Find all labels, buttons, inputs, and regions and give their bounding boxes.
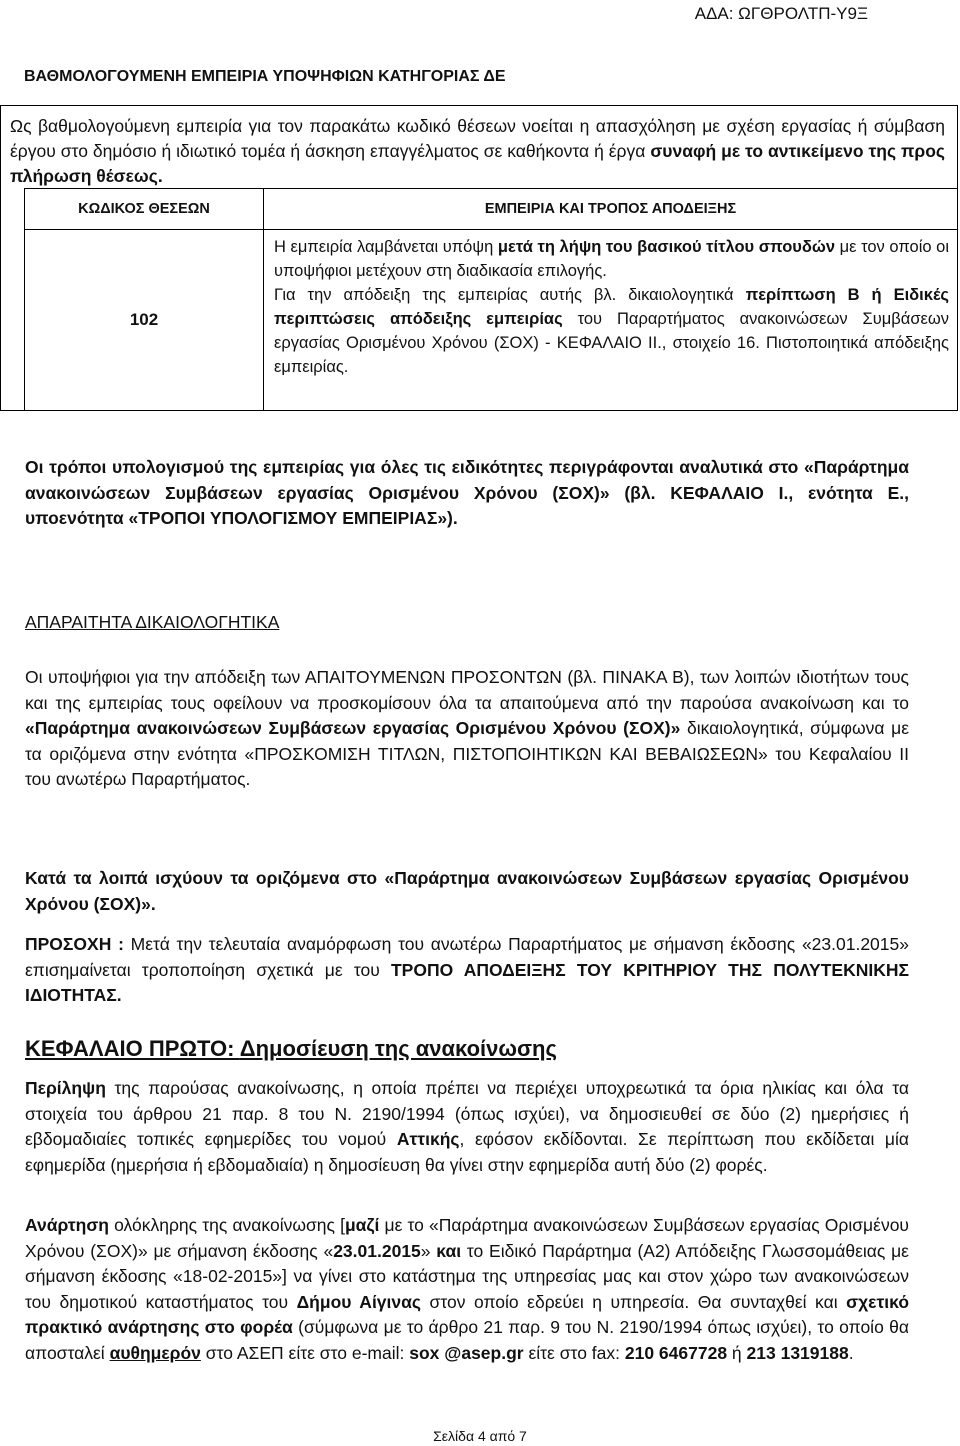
col-header-experience: ΕΜΠΕΙΡΙΑ ΚΑΙ ΤΡΟΠΟΣ ΑΠΟΔΕΙΞΗΣ [263,188,958,230]
col-header-codes: ΚΩΔΙΚΟΣ ΘΕΣΕΩΝ [24,188,264,230]
publication-paragraph: Περίληψη της παρούσας ανακοίνωσης, η οποία πρέπει να περιέχει υποχρεωτικά τα όρια ηλικίας και όλα τα στοιχεία του άρθρου 21 παρ. 8 του Ν. 2190/1994 (όπως ισχύει), να δημοσιευθεί σε δύο (2) ημερήσιες ή εβδομαδιαίες τοπικές εφημερίδες του νομού Αττικής, εφόσον εκδίδονται. Σε περίπτωση που εκδίδεται μία εφημερίδα (ημερήσια ή εβδομαδιαία) η δημοσίευση θα γίνει στην εφημερίδα αυτή δύο (2) φορές. [25,1078,909,1175]
posting-paragraph: Ανάρτηση ολόκληρης της ανακοίνωσης [μαζί με το «Παράρτημα ανακοινώσεων Συμβάσεων εργασίας Ορισμένου Χρόνου (ΣΟΧ)» με σήμανση έκδοσης «23.01.2015» και το Ειδικό Παράρτημα (Α2) Απόδειξης Γλωσσομάθειας με σήμανση έκδοσης «18-02-2015»] να γίνει στο κατάστημα της υπηρεσίας μας και στον χώρο των ανακοινώσεων του δημοτικού καταστήματος του Δήμου Αίγινας στον οποίο εδρεύει η υπηρεσία. Θα συνταχθεί και σχετικό πρακτικό ανάρτησης στο φορέα (σύμφωνα με το άρθρο 21 παρ. 9 του Ν. 2190/1994 όπως ισχύει), το οποίο θα αποσταλεί αυθημερόν στο ΑΣΕΠ είτε στο e-mail: sox @asep.gr είτε στο fax: 210 6467728 ή 213 1319188. [25,1215,910,1363]
chapter-title [25,1036,557,1062]
attention-paragraph: ΠΡΟΣΟΧΗ : Μετά την τελευταία αναμόρφωση του ανωτέρω Παραρτήματος με σήμανση έκδοσης «23.01.2015» επισημαίνεται τροποποίηση σχετικά με του ΤΡΟΠΟ ΑΠΟΔΕΙΞΗΣ ΤΟΥ ΚΡΙΤΗΡΙΟΥ ΤΗΣ ΠΟΛΥΤΕΚΝΙΚΗΣ ΙΔΙΟΤΗΤΑΣ. [25,934,910,1005]
ada-code: ΑΔΑ: ΩΓΘΡΟΛΤΠ-Υ9Ξ [694,4,868,23]
experience-table [24,188,958,411]
intro-bold: συναφή με το αντικείμενο της προς πλήρωση θέσεως. [10,141,945,186]
required-docs-title: ΑΠΑΡΑΙΤΗΤΑ ΔΙΚΑΙΟΛΟΓΗΤΙΚΑ [25,612,280,632]
experience-proof: Για την απόδειξη της εμπειρίας αυτής βλ. δικαιολογητικά περίπτωση Β ή Ειδικές περιπτώσεις απόδειξης εμπειρίας του Παραρτήματος ανακοινώσεων Συμβάσεων εργασίας Ορισμένου Χρόνου (ΣΟΧ) - ΚΕΦΑΛΑΙΟ ΙΙ., στοιχείο 16. Πιστοποιητικά απόδειξης εμπειρίας. [274,286,949,376]
calculation-note: Οι τρόποι υπολογισμού της εμπειρίας για όλες τις ειδικότητες περιγράφονται αναλυτικά στο «Παράρτημα ανακοινώσεων Συμβάσεων εργασίας Ορισμένου Χρόνου (ΣΟΧ)» (βλ. ΚΕΦΑΛΑΙΟ Ι., ενότητα Ε., υποενότητα «ΤΡΟΠΟΙ ΥΠΟΛΟΓΙΣΜΟΥ ΕΜΠΕΙΡΙΑΣ»). [25,457,909,528]
page-number: Σελίδα 4 από 7 [433,1428,527,1444]
position-code: 102 [24,229,264,411]
remaining-provisions: Κατά τα λοιπά ισχύουν τα οριζόμενα στο «Παράρτημα ανακοινώσεων Συμβάσεων εργασίας Ορισμένου Χρόνου (ΣΟΧ)». [25,868,909,914]
experience-description [263,229,958,411]
experience-heading: ΒΑΘΜΟΛΟΓΟΥΜΕΝΗ ΕΜΠΕΙΡΙΑ ΥΠΟΨΗΦΙΩΝ ΚΑΤΗΓΟΡΙΑΣ ΔΕ [24,68,506,85]
intro-paragraph [10,114,945,189]
required-docs-paragraph: Οι υποψήφιοι για την απόδειξη των ΑΠΑΙΤΟΥΜΕΝΩΝ ΠΡΟΣΟΝΤΩΝ (βλ. ΠΙΝΑΚΑ Β), των λοιπών ιδιοτήτων τους και της εμπειρίας τους οφείλουν να προσκομίσουν όλα τα απαιτούμενα από την παρούσα ανακοίνωση και το «Παράρτημα ανακοινώσεων Συμβάσεων εργασίας Ορισμένου Χρόνου (ΣΟΧ)» δικαιολογητικά, σύμφωνα με τα οριζόμενα στην ενότητα «ΠΡΟΣΚΟΜΙΣΗ ΤΙΤΛΩΝ, ΠΙΣΤΟΠΟΙΗΤΙΚΩΝ ΚΑΙ ΒΕΒΑΙΩΣΕΩΝ» του Κεφαλαίου ΙΙ του ανωτέρω Παραρτήματος. [25,667,909,789]
experience-rule: Η εμπειρία λαμβάνεται υπόψη μετά τη λήψη του βασικού τίτλου σπουδών με τον οποίο οι υποψήφιοι μετέχουν στη διαδικασία επιλογής. [274,238,949,280]
email-link: sox @asep.gr [409,1342,524,1363]
attention-label: ΠΡΟΣΟΧΗ : [25,934,124,954]
intro-text: Ως βαθμολογούμενη εμπειρία για τον παρακάτω κωδικό θέσεων νοείται η απασχόληση με σχέση εργασίας ή σύμβαση έργου στο δημόσιο ή ιδιωτικό τομέα ή άσκηση επαγγέλματος σε καθήκοντα ή έργα [10,116,945,161]
chapter-name: Δημοσίευση της ανακοίνωσης [239,1036,557,1061]
chapter-label: ΚΕΦΑΛΑΙΟ ΠΡΩΤΟ: [25,1036,235,1061]
